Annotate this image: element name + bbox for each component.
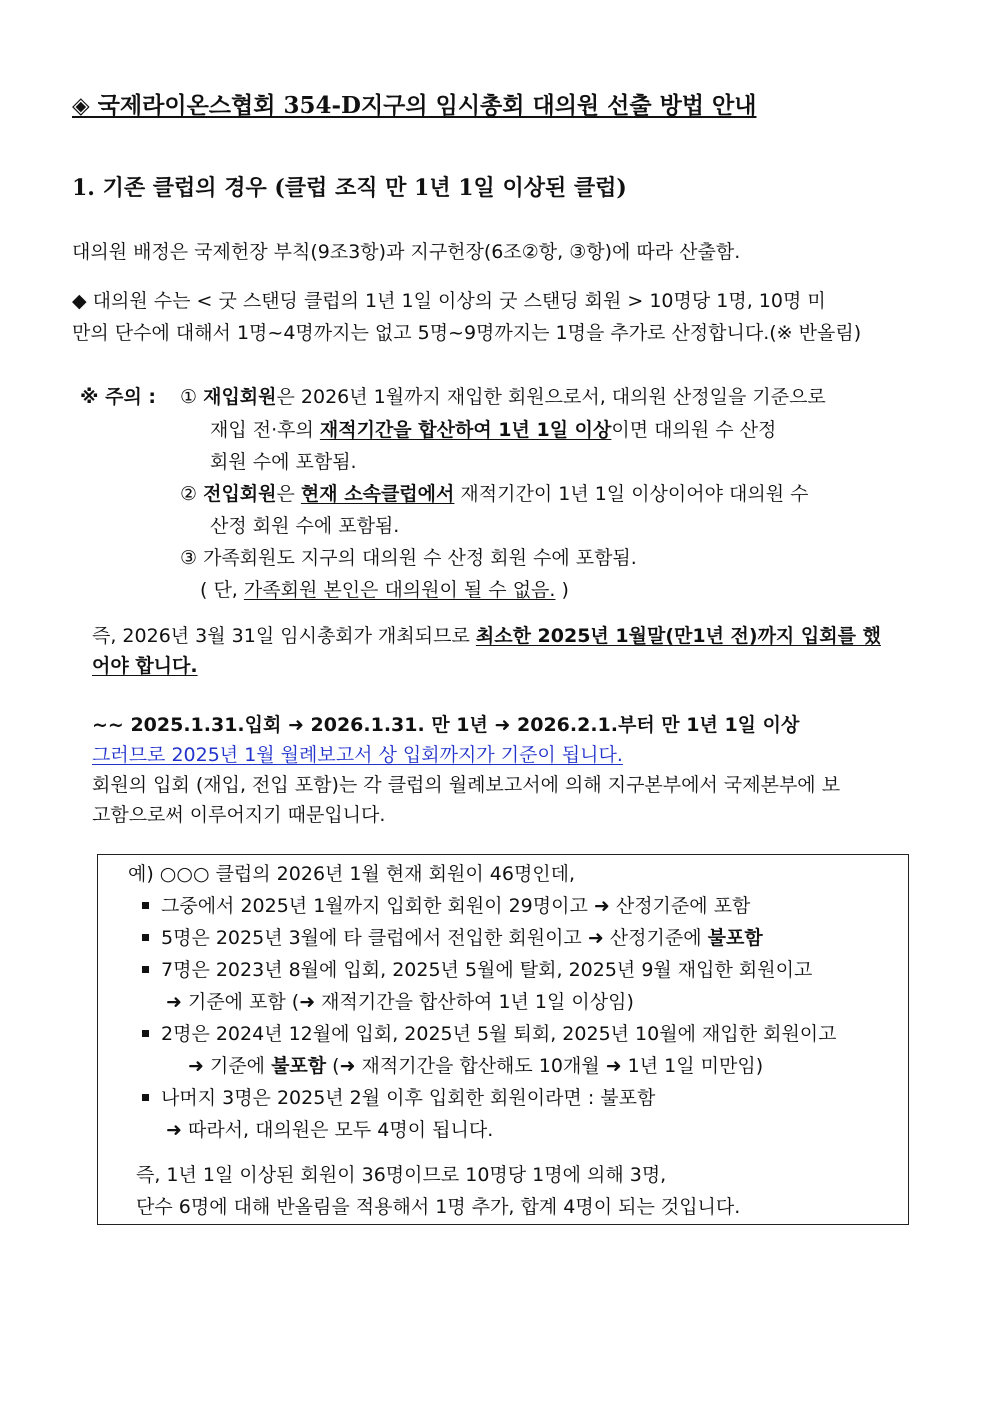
example-bullet-2-emphasis: 불포함 <box>707 927 763 949</box>
note-2-term: 전입회원 <box>203 483 277 505</box>
example-bullet-4-sub-pre: ➜ 기준에 <box>188 1055 272 1077</box>
section-heading: 1. 기존 클럽의 경우 (클럽 조직 만 1년 1일 이상된 클럽) <box>72 175 627 201</box>
note-1-term: 재입회원 <box>203 386 277 408</box>
example-conclusion-2: 단수 6명에 대해 반올림을 적용해서 1명 추가, 합계 4명이 되는 것입니다. <box>136 1196 741 1218</box>
example-bullet-4 <box>142 1022 837 1046</box>
criteria-notice: 그러므로 2025년 1월 월례보고서 상 입회까지가 기준이 됩니다. <box>92 744 623 766</box>
note-2-post: 재적기간이 1년 1일 이상이어야 대의원 수 <box>454 483 809 505</box>
note-3-caveat-pre: ( 단, <box>200 579 244 601</box>
notes-label: ※ 주의 : <box>80 386 157 408</box>
example-intro: 예) ○○○ 클럽의 2026년 1월 현재 회원이 46명인데, <box>128 863 576 885</box>
note-1-emphasis: 재적기간을 합산하여 1년 1일 이상 <box>319 419 612 441</box>
note-3-caveat-emphasis: 가족회원 본인은 대의원이 될 수 없음. <box>243 579 556 601</box>
example-bullet-5-text: 나머지 3명은 2025년 2월 이후 입회한 회원이라면 : 불포함 <box>161 1087 656 1109</box>
example-bullet-3-text: 7명은 2023년 8월에 입회, 2025년 5월에 탈회, 2025년 9월 재입한 회원이고 <box>161 959 813 981</box>
summary-line-1-emphasis: 최소한 2025년 1월말(만1년 전)까지 입회를 했 <box>475 625 881 647</box>
reason-line-2: 고함으로써 이루어지기 때문입니다. <box>92 804 386 826</box>
example-bullet-5 <box>142 1086 655 1110</box>
note-2-mid: 은 <box>276 483 301 505</box>
rule-line-1: ◆ 대의원 수는 < 굿 스탠딩 클럽의 1년 1일 이상의 굿 스탠딩 회원 > 10명당 1명, 10명 미 <box>72 290 826 312</box>
summary-line-1-pre: 즉, 2026년 3월 31일 임시총회가 개최되므로 <box>92 625 476 647</box>
example-bullet-2-text: 5명은 2025년 3월에 타 클럽에서 전입한 회원이고 ➜ 산정기준에 <box>161 927 708 949</box>
example-bullet-2 <box>142 926 763 950</box>
intro-text: 대의원 배정은 국제헌장 부칙(9조3항)과 지구헌장(6조②항, ③항)에 따라 산출함. <box>72 241 741 263</box>
bullet-square-icon <box>142 1030 149 1037</box>
note-3-caveat <box>200 578 569 602</box>
note-1-text: 은 2026년 1월까지 재입한 회원으로서, 대의원 산정일을 기준으로 <box>276 386 826 408</box>
note-2-line-1 <box>180 482 808 506</box>
reason-line-1: 회원의 입회 (재입, 전입 포함)는 각 클럽의 월례보고서에 의해 지구본부에서 국제본부에 보 <box>92 774 841 796</box>
bullet-square-icon <box>142 934 149 941</box>
note-1-line-3: 회원 수에 포함됨. <box>210 451 357 473</box>
note-1-line-2-pre: 재입 전·후의 <box>210 419 320 441</box>
example-bullet-3-sub: ➜ 기준에 포함 (➜ 재적기간을 합산하여 1년 1일 이상임) <box>166 991 634 1013</box>
example-bullet-4-sub-emphasis: 불포함 <box>271 1055 327 1077</box>
example-conclusion-1: 즉, 1년 1일 이상된 회원이 36명이므로 10명당 1명에 의해 3명, <box>136 1164 667 1186</box>
note-1-number: ① <box>180 386 198 408</box>
example-bullet-3 <box>142 958 812 982</box>
note-2-line-2: 산정 회원 수에 포함됨. <box>210 515 400 537</box>
note-2-number: ② <box>180 483 198 505</box>
example-bullet-1 <box>142 894 750 918</box>
timeline: ~~ 2025.1.31.입회 ➜ 2026.1.31. 만 1년 ➜ 2026.2.1.부터 만 1년 1일 이상 <box>92 714 800 736</box>
note-3-line-1: ③ 가족회원도 지구의 대의원 수 산정 회원 수에 포함됨. <box>180 547 637 569</box>
page-title: ◈ 국제라이온스협회 354-D지구의 임시총회 대의원 선출 방법 안내 <box>72 92 757 119</box>
example-bullet-4-text: 2명은 2024년 12월에 입회, 2025년 5월 퇴회, 2025년 10월에 재입한 회원이고 <box>161 1023 837 1045</box>
rule-line-2: 만의 단수에 대해서 1명~4명까지는 없고 5명~9명까지는 1명을 추가로 산정합니다.(※ 반올림) <box>72 322 862 344</box>
bullet-square-icon <box>142 966 149 973</box>
note-1-line-2 <box>210 418 776 442</box>
bullet-square-icon <box>142 1094 149 1101</box>
summary-line-2: 어야 합니다. <box>92 655 198 677</box>
summary-line-1 <box>92 624 881 648</box>
note-2-emphasis: 현재 소속클럽에서 <box>300 483 455 505</box>
note-3-caveat-post: ) <box>555 579 569 601</box>
note-1-line-1 <box>180 385 826 409</box>
example-bullet-1-text: 그중에서 2025년 1월까지 입회한 회원이 29명이고 ➜ 산정기준에 포함 <box>161 895 751 917</box>
example-bullet-4-sub <box>188 1054 763 1078</box>
example-bullet-5-sub: ➜ 따라서, 대의원은 모두 4명이 됩니다. <box>166 1119 494 1141</box>
note-1-line-2-post: 이면 대의원 수 산정 <box>611 419 777 441</box>
bullet-square-icon <box>142 902 149 909</box>
example-bullet-4-sub-post: (➜ 재적기간을 합산해도 10개월 ➜ 1년 1일 미만임) <box>326 1055 764 1077</box>
